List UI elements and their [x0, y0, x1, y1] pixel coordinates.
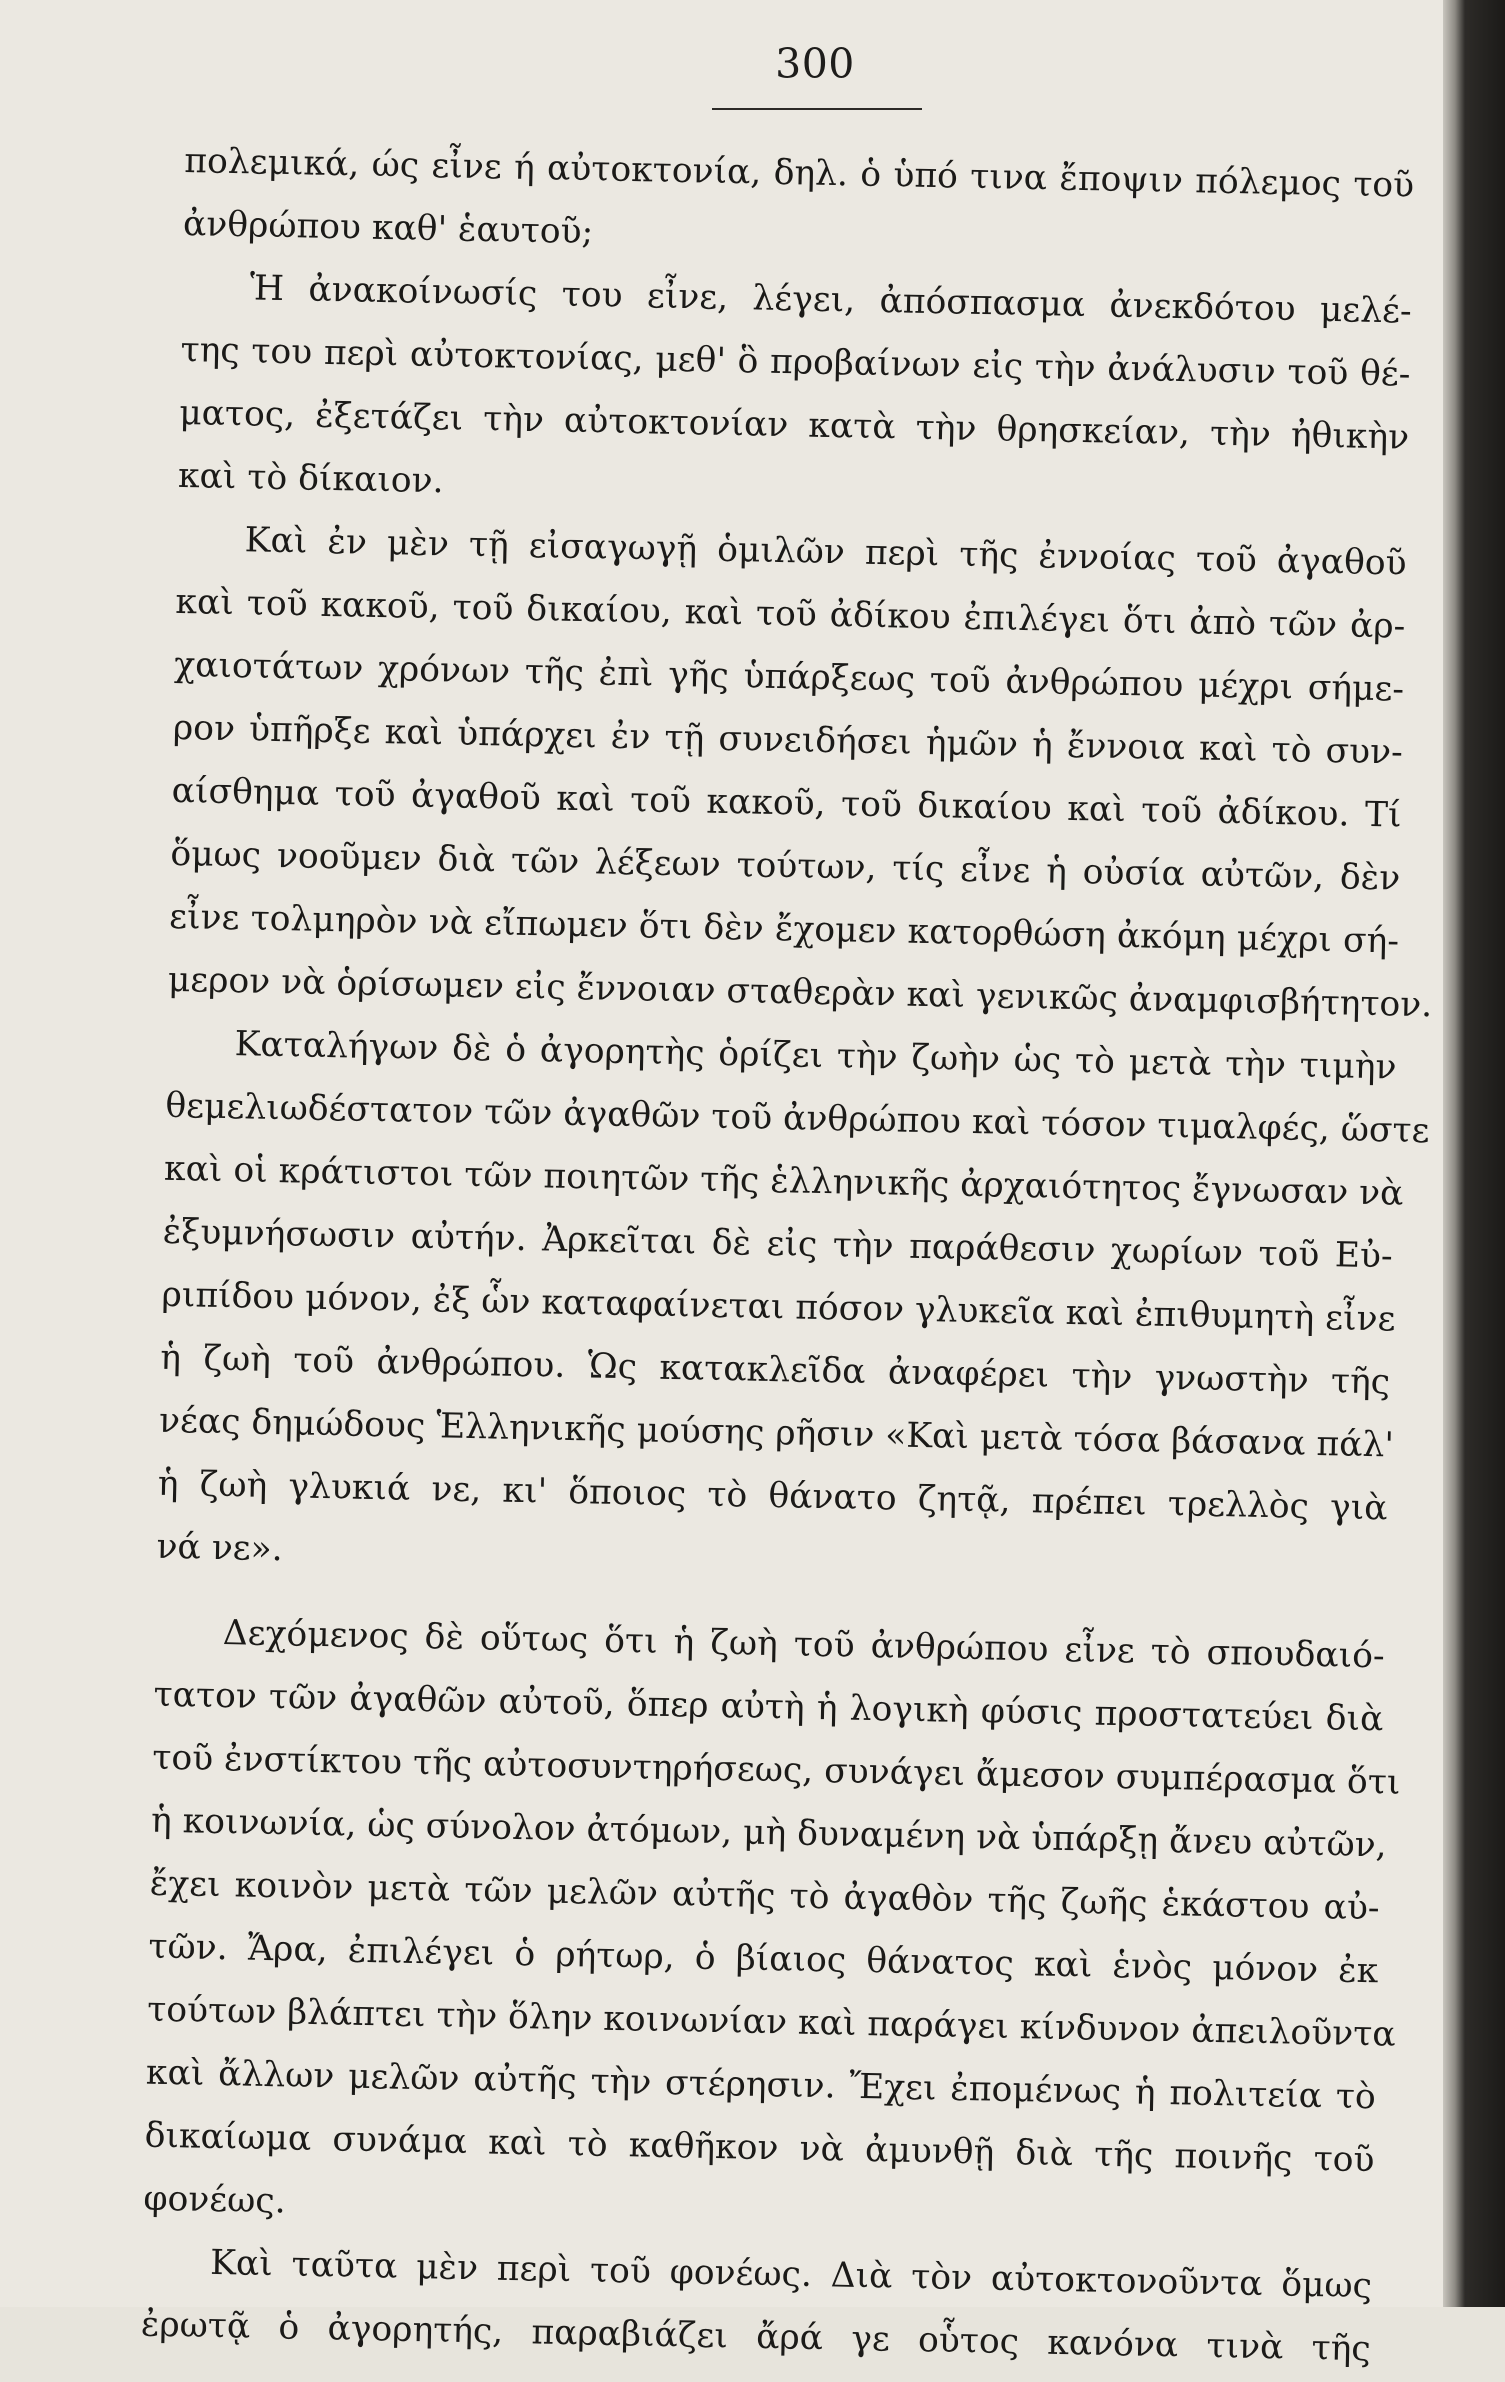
text-line: Ἡ ἀνακοίνωσίς του εἶνε, λέγει, ἀπόσπασμα ἀνεκδότου μελέ-	[249, 268, 1413, 332]
text-line: δικαίωμα συνάμα καὶ τὸ καθῆκον νὰ ἀμυνθῇ διὰ τῆς ποινῆς τοῦ	[144, 2115, 1375, 2181]
paragraph-4	[156, 1012, 1430, 1604]
text-line: της του περὶ αὐτοκτονίας, μεθ' ὃ προβαίνων εἰς τὴν ἀνάλυσιν τοῦ θέ-	[180, 329, 1411, 395]
text-line: καὶ ἄλλων μελῶν αὐτῆς τὴν στέρησιν. Ἔχει ἐπομένως ἡ πολιτεία τὸ	[145, 2052, 1377, 2118]
text-line: Καὶ ἐν μὲν τῇ εἰσαγωγῇ ὁμιλῶν περὶ τῆς ἐννοίας τοῦ ἀγαθοῦ	[244, 520, 1407, 584]
text-line: ἡ ζωὴ γλυκιά νε, κι' ὅποιος τὸ θάνατο ζητᾷ, πρέπει τρελλὸς γιὰ	[157, 1463, 1388, 1529]
text-line: ἔχει κοινὸν μετὰ τῶν μελῶν αὐτῆς τὸ ἀγαθὸν τῆς ζωῆς ἑκάστου αὐ-	[149, 1863, 1380, 1929]
text-line: ἐρωτᾷ ὁ ἀγορητής, παραβιάζει ἄρά γε οὗτος κανόνα τινὰ τῆς	[140, 2304, 1372, 2370]
paragraph-1	[182, 130, 1414, 281]
text-line: καὶ τὸ δίκαιον.	[177, 455, 444, 502]
header-rule	[712, 108, 922, 110]
page-number: 300	[775, 40, 855, 88]
paragraph-5	[143, 1601, 1401, 2256]
text-line: Δεχόμενος δὲ οὕτως ὅτι ἡ ζωὴ τοῦ ἀνθρώπου εἶνε τὸ σπουδαιό-	[222, 1613, 1386, 1677]
text-line: τατον τῶν ἀγαθῶν αὐτοῦ, ὅπερ αὐτὴ ἡ λογικὴ φύσις προστατεύει διὰ	[153, 1674, 1384, 1740]
text-line: ριπίδου μόνον, ἐξ ὧν καταφαίνεται πόσον γλυκεῖα καὶ ἐπιθυμητὴ εἶνε	[161, 1274, 1396, 1340]
text-line: νέας δημώδους Ἑλληνικῆς μούσης ρῆσιν «Καὶ μετὰ τόσα βάσανα πάλ'	[158, 1400, 1395, 1466]
text-line: θεμελιωδέστατον τῶν ἀγαθῶν τοῦ ἀνθρώπου καὶ τόσον τιμαλφές, ὥστε	[165, 1085, 1430, 1152]
text-line: ἀνθρώπου καθ' ἑαυτοῦ;	[182, 203, 594, 253]
text-line: καὶ τοῦ κακοῦ, τοῦ δικαίου, καὶ τοῦ ἀδίκου ἐπιλέγει ὅτι ἀπὸ τῶν ἀρ-	[175, 581, 1406, 647]
text-line: τῶν. Ἄρα, ἐπιλέγει ὁ ρήτωρ, ὁ βίαιος θάνατος καὶ ἑνὸς μόνον ἐκ	[148, 1926, 1379, 1992]
text-line: αίσθημα τοῦ ἀγαθοῦ καὶ τοῦ κακοῦ, τοῦ δικαίου καὶ τοῦ ἀδίκου. Τί	[171, 770, 1402, 836]
text-line: καὶ οἱ κράτιστοι τῶν ποιητῶν τῆς ἑλληνικῆς ἀρχαιότητος ἔγνωσαν νὰ	[163, 1148, 1404, 1214]
text-line: ἡ κοινωνία, ὡς σύνολον ἀτόμων, μὴ δυναμένη νὰ ὑπάρξῃ ἄνευ αὐτῶν,	[150, 1800, 1388, 1866]
text-line: ματος, ἐξετάζει τὴν αὐτοκτονίαν κατὰ τὴν θρησκείαν, τὴν ἠθικὴν	[178, 392, 1410, 458]
text-line: νά νε».	[156, 1526, 284, 1570]
text-line: ἡ ζωὴ τοῦ ἀνθρώπου. Ὡς κατακλεῖδα ἀναφέρει τὴν γνωστὴν τῆς	[159, 1337, 1391, 1403]
text-line: μερον νὰ ὁρίσωμεν εἰς ἔννοιαν σταθερὰν καὶ γενικῶς ἀναμφισβήτητον.	[167, 959, 1433, 1026]
paragraph-2	[177, 256, 1412, 533]
text-line: Καὶ ταῦτα μὲν περὶ τοῦ φονέως. Διὰ τὸν αὐτοκτονοῦντα ὅμως	[209, 2242, 1373, 2307]
text-line: φονέως.	[143, 2178, 287, 2222]
text-line: πολεμικά, ώς εἶνε ή αὐτοκτονία, δηλ. ὁ ὑπό τινα ἔποψιν πόλεμος τοῦ	[183, 140, 1415, 206]
text-line: ἐξυμνήσωσιν αὐτήν. Ἀρκεῖται δὲ εἰς τὴν παράθεσιν χωρίων τοῦ Εὐ-	[162, 1211, 1394, 1277]
text-line: χαιοτάτων χρόνων τῆς ἐπὶ γῆς ὑπάρξεως τοῦ ἀνθρώπου μέχρι σήμε-	[173, 644, 1405, 710]
paragraph-6	[140, 2231, 1372, 2382]
text-line: ὅμως νοοῦμεν διὰ τῶν λέξεων τούτων, τίς εἶνε ἡ οὐσία αὐτῶν, δὲν	[170, 833, 1401, 899]
page-binding-edge	[1443, 0, 1505, 2307]
text-line: τοῦ ἐνστίκτου τῆς αὐτοσυντηρήσεως, συνάγει ἄμεσον συμπέρασμα ὅτι	[151, 1737, 1401, 1803]
text-line: τούτων βλάπτει τὴν ὅλην κοινωνίαν καὶ παράγει κίνδυνον ἀπειλοῦντα	[146, 1989, 1397, 2055]
paragraph-3	[167, 508, 1433, 1037]
text-line: Καταλήγων δὲ ὁ ἀγορητὴς ὁρίζει τὴν ζωὴν ὡς τὸ μετὰ τὴν τιμὴν	[234, 1024, 1397, 1088]
text-line: εἶνε τολμηρὸν νὰ εἴπωμεν ὅτι δὲν ἔχομεν κατορθώση ἀκόμη μέχρι σή-	[168, 896, 1400, 962]
text-line: ρον ὑπῆρξε καὶ ὑπάρχει ἐν τῇ συνειδήσει ἡμῶν ἡ ἔννοια καὶ τὸ συν-	[172, 707, 1404, 773]
body-text	[140, 130, 1433, 2381]
